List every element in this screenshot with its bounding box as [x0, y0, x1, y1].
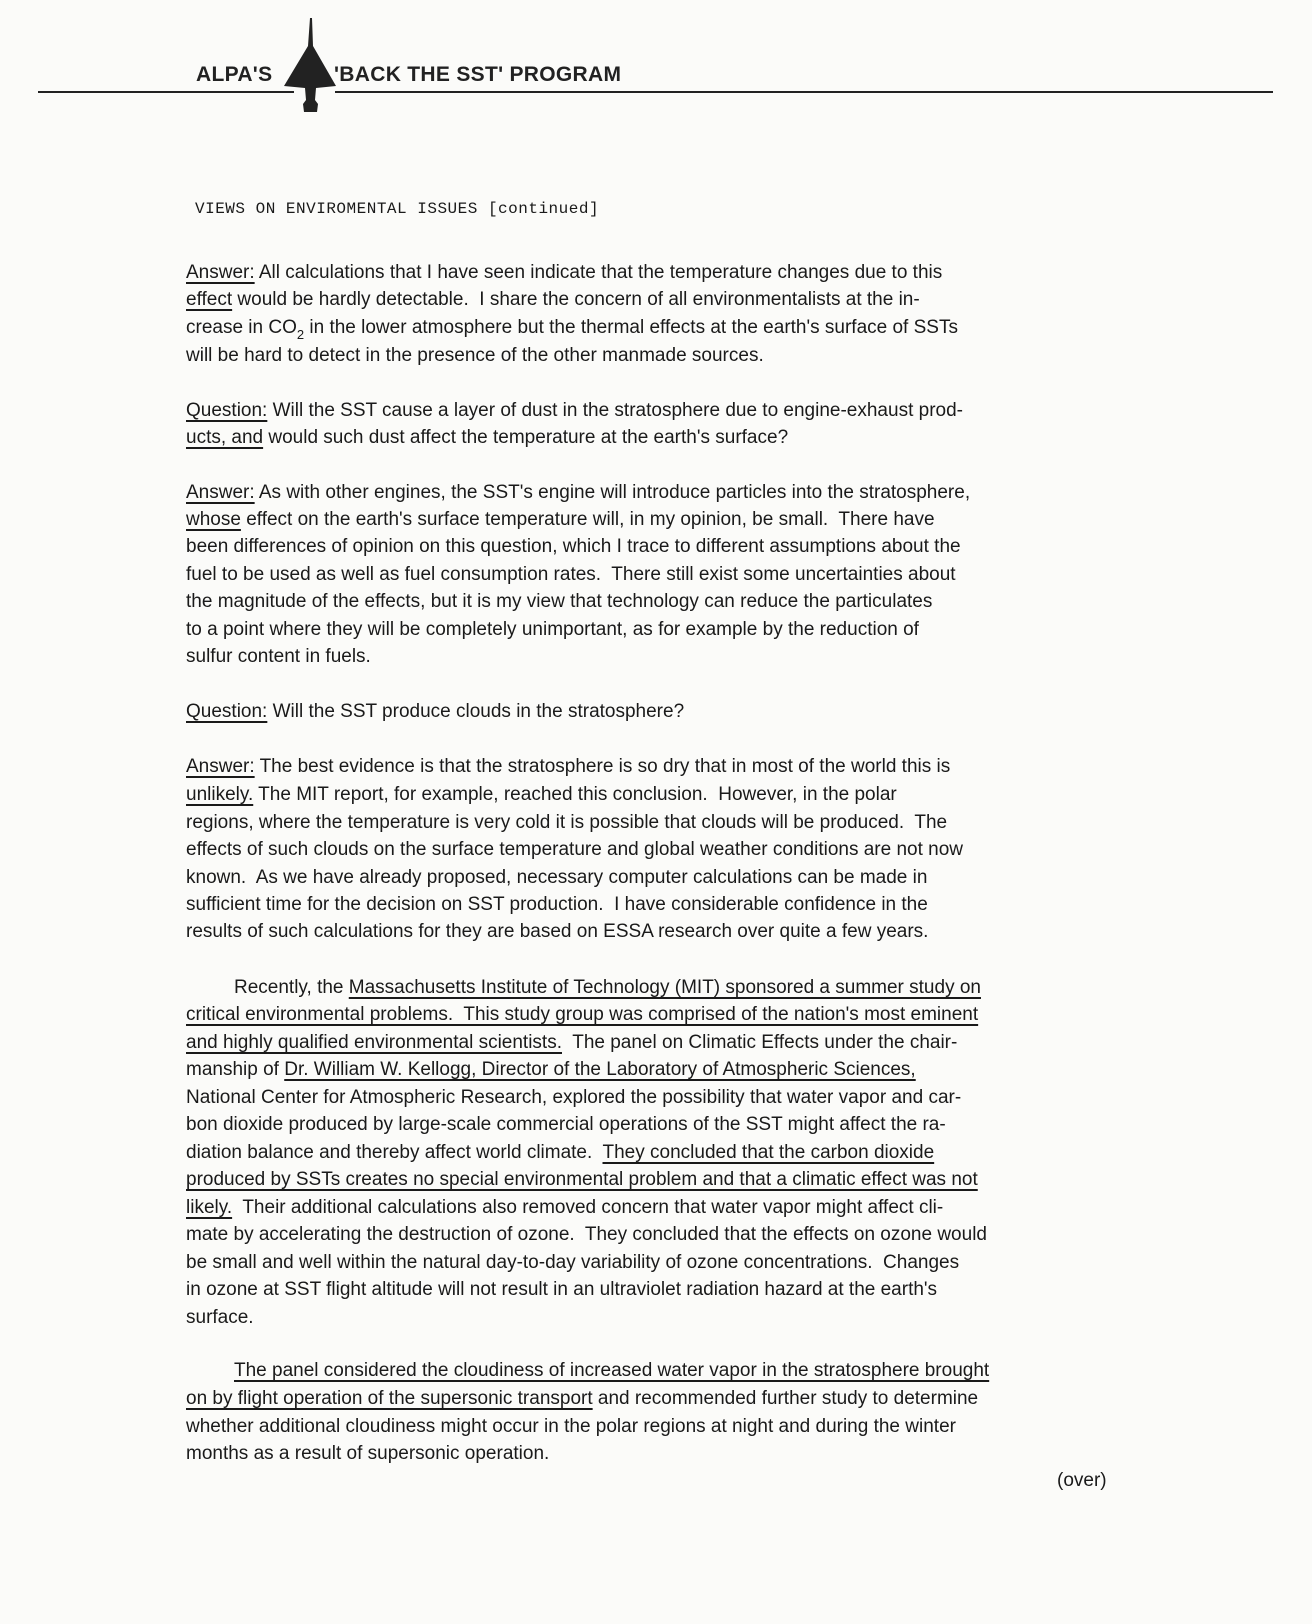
underlined-text: on by flight operation of the supersonic transport: [186, 1388, 593, 1409]
text-line: [186, 1224, 987, 1246]
section-title: VIEWS ON ENVIROMENTAL ISSUES [continued]: [195, 200, 600, 218]
text-line: [234, 1360, 989, 1382]
underlined-text: Massachusetts Institute of Technology (MIT) sponsored a summer study on: [348, 977, 981, 998]
text-line: [186, 1443, 549, 1465]
text-segment: be small and well within the natural day-to-day variability of ozone concentrations. Changes: [186, 1252, 960, 1273]
text-segment: fuel to be used as well as fuel consumption rates. There still exist some uncertainties about: [186, 564, 956, 585]
text-line: [186, 701, 684, 723]
header-left: ALPA'S: [196, 63, 273, 86]
text-line: [186, 784, 897, 806]
text-line: [186, 400, 963, 422]
text-line: [186, 619, 919, 641]
text-line: [186, 1388, 978, 1410]
text-line: [186, 1197, 943, 1219]
text-line: [186, 894, 928, 916]
text-line: [186, 1032, 957, 1054]
text-segment: sulfur content in fuels.: [186, 646, 371, 667]
text-segment: Their additional calculations also removed concern that water vapor might affect cli-: [232, 1197, 944, 1218]
text-segment: known. As we have already proposed, necessary computer calculations can be made in: [186, 867, 928, 888]
text-line: [186, 427, 788, 449]
underlined-text: Answer:: [186, 756, 255, 777]
text-segment: The MIT report, for example, reached this conclusion. However, in the polar: [253, 784, 897, 805]
text-segment: As with other engines, the SST's engine will introduce particles into the stratosphere,: [254, 482, 971, 503]
underlined-text: Answer:: [186, 262, 255, 283]
text-line: [186, 1142, 934, 1164]
text-line: [186, 1087, 961, 1109]
underlined-text: produced by SSTs creates no special environmental problem and that a climatic effect was not: [186, 1169, 978, 1190]
underlined-text: and highly qualified environmental scientists.: [186, 1032, 562, 1053]
underlined-text: They concluded that the carbon dioxide: [602, 1142, 935, 1163]
text-segment: bon dioxide produced by large-scale commercial operations of the SST might affect the ra-: [186, 1114, 946, 1135]
text-segment: months as a result of supersonic operation.: [186, 1443, 550, 1464]
text-segment: Recently, the: [234, 977, 349, 998]
underlined-text: Question:: [186, 400, 268, 421]
text-line: [186, 646, 371, 668]
underlined-text: Dr. William W. Kellogg, Director of the Laboratory of Atmospheric Sciences,: [284, 1059, 916, 1080]
underlined-text: Answer:: [186, 482, 255, 503]
text-line: [234, 977, 981, 999]
text-segment: Will the SST produce clouds in the stratosphere?: [267, 701, 685, 722]
text-segment: in ozone at SST flight altitude will not result in an ultraviolet radiation hazard at the earth's: [186, 1279, 938, 1300]
text-segment: Will the SST cause a layer of dust in the stratosphere due to engine-exhaust prod-: [267, 400, 963, 421]
text-line: [186, 867, 927, 889]
text-segment: whether additional cloudiness might occur in the polar regions at night and during the winter: [186, 1416, 956, 1437]
text-segment: The panel on Climatic Effects under the chair-: [562, 1032, 958, 1053]
over-note: (over): [1057, 1470, 1107, 1491]
text-line: [186, 536, 961, 558]
text-segment: results of such calculations for they are based on ESSA research over quite a few years.: [186, 921, 929, 942]
text-segment: will be hard to detect in the presence of the other manmade sources.: [186, 345, 764, 366]
text-segment: effect on the earth's surface temperature will, in my opinion, be small. There have: [240, 509, 935, 530]
underlined-text: whose: [186, 509, 241, 530]
text-segment: would such dust affect the temperature at the earth's surface?: [263, 427, 789, 448]
text-segment: the magnitude of the effects, but it is my view that technology can reduce the particulates: [186, 591, 933, 612]
text-segment: sufficient time for the decision on SST production. I have considerable confidence in the: [186, 894, 928, 915]
text-segment: and recommended further study to determine: [592, 1388, 979, 1409]
text-line: [186, 1114, 946, 1136]
underlined-text: likely.: [186, 1197, 233, 1218]
subscript: 2: [296, 327, 305, 342]
text-line: [186, 345, 764, 367]
text-segment: manship of: [186, 1059, 285, 1080]
text-segment: diation balance and thereby affect world climate.: [186, 1142, 603, 1163]
text-line: [186, 756, 950, 778]
text-segment: would be hardly detectable. I share the concern of all environmentalists at the in-: [232, 289, 920, 310]
text-line: [186, 1416, 956, 1438]
underlined-text: critical environmental problems. This study group was comprised of the nation's most eminent: [186, 1004, 979, 1025]
text-segment: been differences of opinion on this question, which I trace to different assumptions about the: [186, 536, 961, 557]
text-line: [186, 839, 963, 861]
text-line: [186, 1059, 916, 1081]
header-right: 'BACK THE SST' PROGRAM: [334, 63, 622, 86]
text-line: [186, 812, 947, 834]
underlined-text: effect: [186, 289, 233, 310]
text-line: [186, 482, 970, 504]
text-line: [186, 262, 942, 284]
underlined-text: The panel considered the cloudiness of increased water vapor in the stratosphere brought: [234, 1360, 990, 1381]
underlined-text: ucts, and: [186, 427, 264, 448]
text-segment: in the lower atmosphere but the thermal effects at the earth's surface of SSTs: [304, 317, 958, 338]
text-line: [186, 1004, 978, 1026]
text-line: [186, 509, 935, 531]
text-segment: All calculations that I have seen indicate that the temperature changes due to this: [254, 262, 943, 283]
text-segment: surface.: [186, 1307, 254, 1328]
text-line: [186, 1307, 254, 1329]
text-segment: regions, where the temperature is very cold it is possible that clouds will be produced. The: [186, 812, 948, 833]
text-segment: mate by accelerating the destruction of ozone. They concluded that the effects on ozone would: [186, 1224, 987, 1245]
text-line: [186, 564, 956, 586]
underlined-text: Question:: [186, 701, 268, 722]
text-line: [186, 591, 932, 613]
text-line: [186, 1279, 937, 1301]
text-line: [186, 921, 928, 943]
text-segment: The best evidence is that the stratosphere is so dry that in most of the world this is: [254, 756, 951, 777]
text-line: [186, 289, 920, 311]
text-line: [186, 1252, 959, 1274]
header-rule-left: [38, 91, 294, 93]
header-rule-right: [335, 91, 1273, 93]
sst-aircraft-icon: [280, 16, 340, 116]
text-segment: to a point where they will be completely unimportant, as for example by the reduction of: [186, 619, 919, 640]
text-segment: crease in CO: [186, 317, 297, 338]
text-segment: effects of such clouds on the surface temperature and global weather conditions are not now: [186, 839, 964, 860]
text-segment: National Center for Atmospheric Research, explored the possibility that water vapor and car-: [186, 1087, 962, 1108]
underlined-text: unlikely.: [186, 784, 254, 805]
text-line: [186, 1169, 978, 1191]
text-line: [186, 317, 958, 346]
